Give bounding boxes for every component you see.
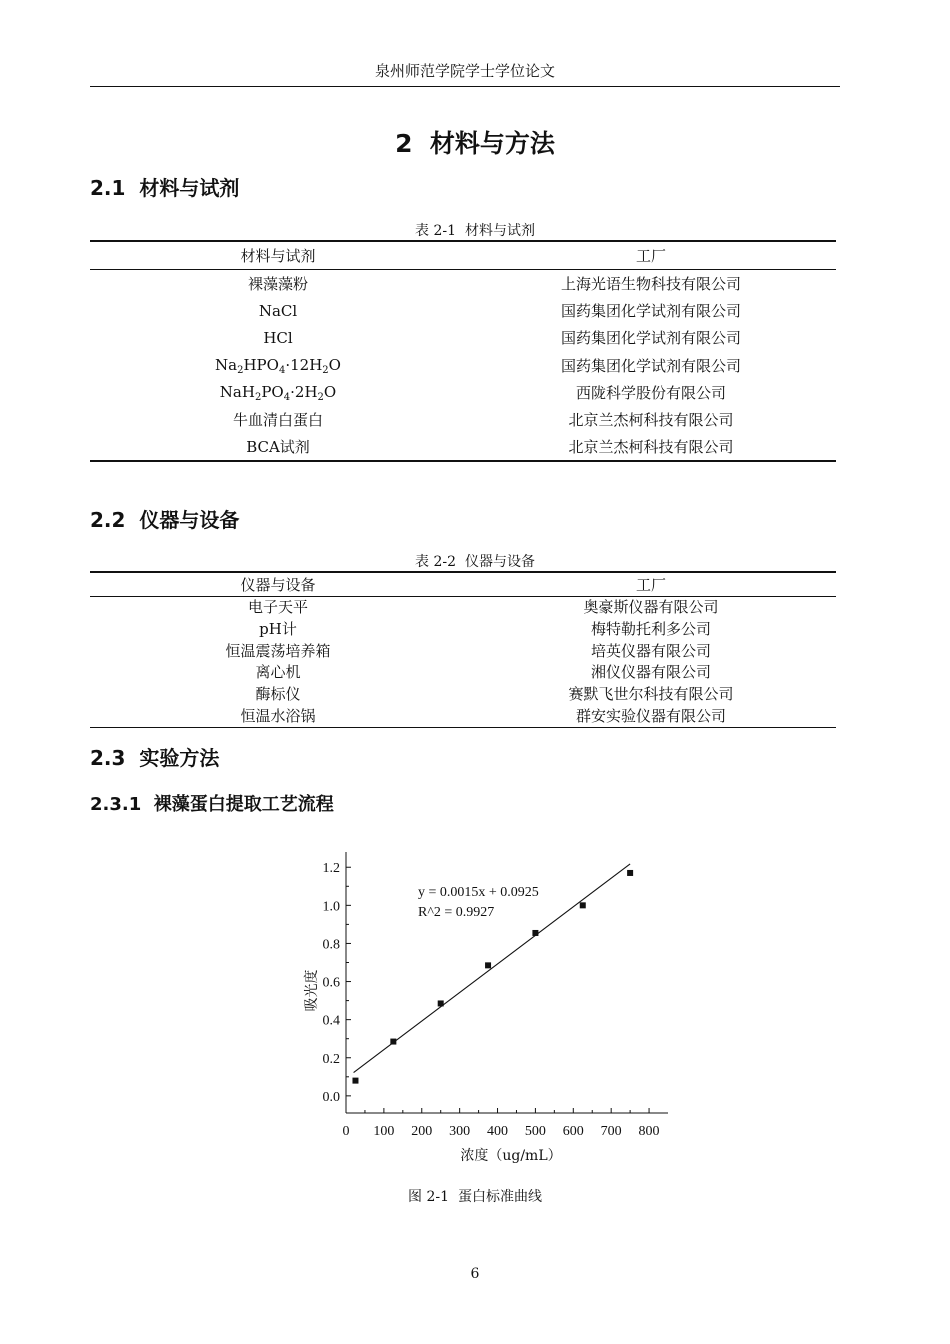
y-tick-label: 0.0 — [322, 1089, 340, 1105]
x-tick-label: 0 — [342, 1124, 350, 1139]
page-number: 6 — [470, 1266, 480, 1282]
x-tick-label: 700 — [600, 1124, 622, 1139]
table-cell: pH计 — [259, 620, 297, 639]
table-cell: 奥豪斯仪器有限公司 — [583, 598, 719, 617]
table-cell: 恒温水浴锅 — [240, 706, 316, 725]
table-cell: 湘仪仪器有限公司 — [590, 663, 711, 682]
table-cell: $Na_2HPO_4\cdot 12H_2O$ — [215, 356, 341, 377]
section-heading-2-3-1: 2.3.1 裸藻蛋白提取工艺流程 — [90, 794, 334, 815]
y-tick-label: 0.2 — [322, 1051, 340, 1067]
table-header-cell: 工厂 — [466, 572, 836, 597]
y-tick-label: 0.4 — [322, 1013, 340, 1029]
data-point — [352, 1078, 358, 1084]
table-cell: BCA试剂 — [246, 438, 310, 457]
table-cell: 离心机 — [255, 663, 301, 682]
table-cell: HCl — [263, 328, 293, 347]
x-tick-label: 400 — [487, 1124, 509, 1139]
table-cell: 群安实验仪器有限公司 — [575, 706, 726, 725]
table-cell: $NaH_2PO_4\cdot 2H_2O$ — [219, 383, 337, 404]
table-cell: 北京兰杰柯科技有限公司 — [568, 411, 734, 430]
x-tick-label: 100 — [373, 1124, 395, 1139]
table-cell: 裸藻藻粉 — [247, 275, 308, 294]
table-cell: 国药集团化学试剂有限公司 — [560, 356, 741, 375]
table-cell: 国药集团化学试剂有限公司 — [560, 329, 741, 348]
table-cell: 北京兰杰柯科技有限公司 — [568, 438, 734, 457]
fit-equation-label: y = 0.0015x + 0.0925 — [418, 885, 539, 900]
table-cell: NaCl — [258, 301, 298, 320]
data-point — [438, 1000, 444, 1006]
x-tick-label: 200 — [411, 1124, 433, 1139]
running-header: 泉州师范学院学士学位论文 — [374, 62, 555, 80]
y-tick-label: 0.6 — [322, 975, 340, 991]
y-axis-label: 吸光度 — [304, 969, 320, 1012]
x-axis-label: 浓度（ug/mL） — [460, 1148, 562, 1164]
data-point — [390, 1039, 396, 1045]
table-header-cell: 仪器与设备 — [90, 572, 466, 597]
x-tick-label: 800 — [638, 1124, 660, 1139]
table-cell: 恒温震荡培养箱 — [225, 641, 331, 660]
r-squared-label: R^2 = 0.9927 — [418, 905, 495, 920]
table-cell: 培英仪器有限公司 — [590, 641, 711, 660]
data-point — [580, 902, 586, 908]
y-tick-label: 0.8 — [322, 937, 340, 953]
table-cell: 赛默飞世尔科技有限公司 — [568, 685, 734, 704]
data-point — [627, 870, 633, 876]
section-heading-2-3: 2.3 实验方法 — [90, 746, 220, 770]
table-cell: 上海光语生物科技有限公司 — [560, 275, 741, 294]
y-tick-label: 1.2 — [322, 861, 340, 877]
table-cell: 牛血清白蛋白 — [232, 411, 323, 430]
data-point — [532, 930, 538, 936]
table1-caption: 表 2-1 材料与试剂 — [415, 223, 535, 239]
chapter-title: 2 材料与方法 — [395, 129, 555, 158]
y-tick-label: 1.0 — [322, 899, 340, 915]
table-header-cell: 工厂 — [466, 241, 836, 270]
table-cell: 国药集团化学试剂有限公司 — [560, 302, 741, 321]
table-cell: 酶标仪 — [255, 685, 301, 704]
table2-caption: 表 2-2 仪器与设备 — [415, 554, 535, 570]
table-cell: 梅特勒托利多公司 — [590, 620, 711, 639]
table-cell: 电子天平 — [247, 598, 308, 617]
section-heading-2-2: 2.2 仪器与设备 — [90, 508, 240, 532]
table-header-cell: 材料与试剂 — [90, 241, 466, 270]
x-tick-label: 600 — [562, 1124, 584, 1139]
table-cell: 西陇科学股份有限公司 — [575, 383, 726, 402]
figure-caption: 图 2-1 蛋白标准曲线 — [408, 1189, 542, 1205]
x-tick-label: 300 — [449, 1124, 471, 1139]
section-heading-2-1: 2.1 材料与试剂 — [90, 176, 240, 200]
x-tick-label: 500 — [524, 1124, 546, 1139]
data-point — [485, 962, 491, 968]
